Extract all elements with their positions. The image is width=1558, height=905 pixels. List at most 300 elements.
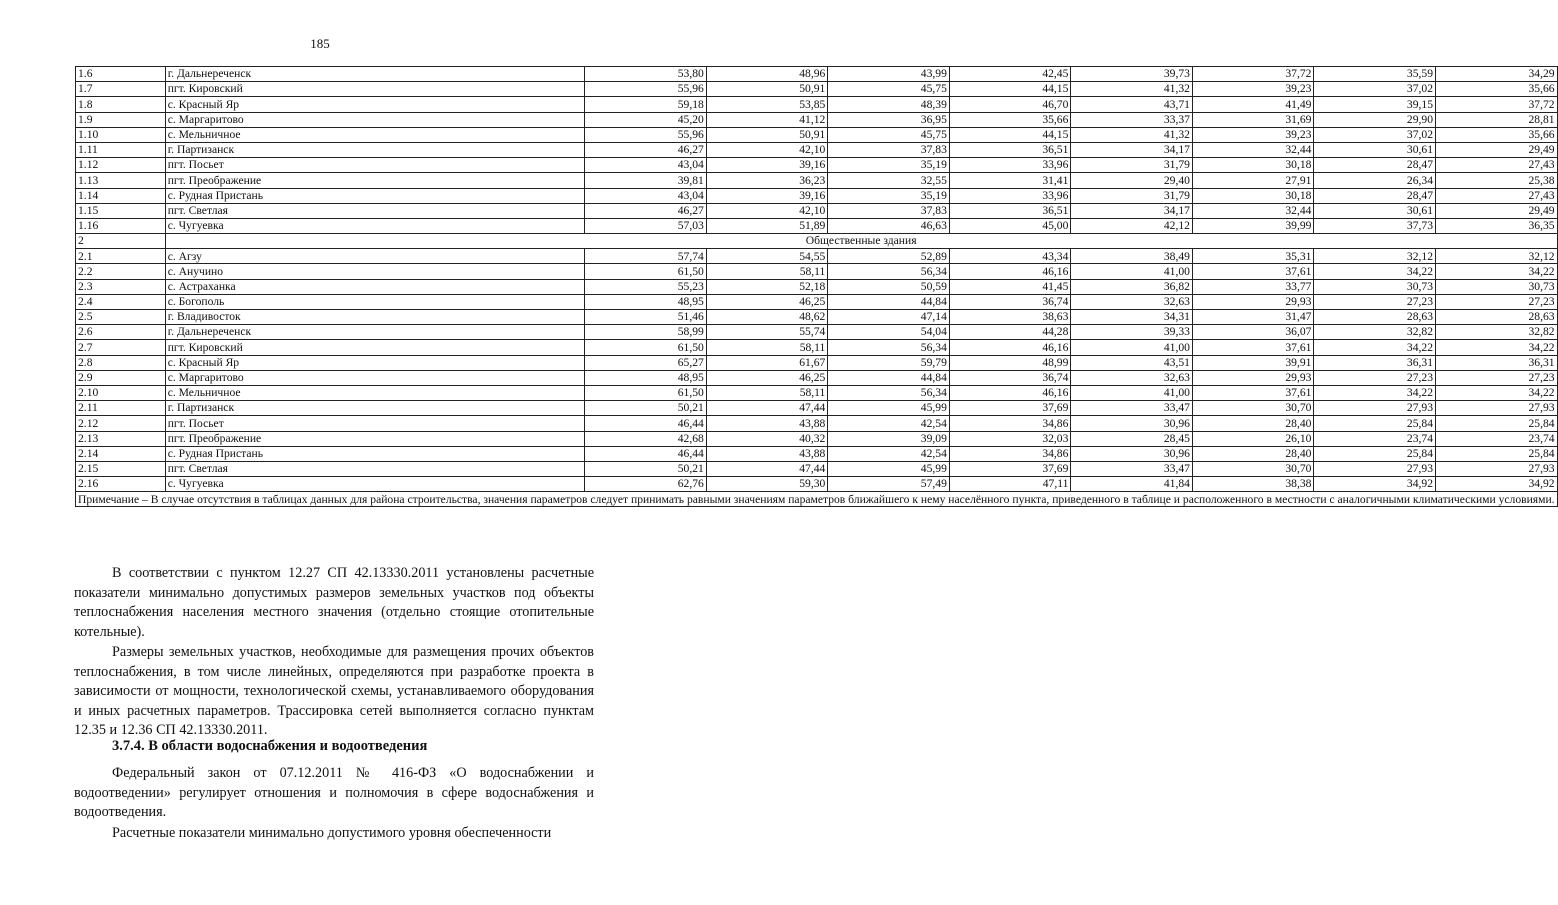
value-cell: 25,84 (1436, 416, 1558, 431)
value-cell: 32,44 (1192, 203, 1314, 218)
row-number: 1.9 (76, 112, 166, 127)
table-row (76, 355, 1558, 370)
settlement-name: пгт. Преображение (165, 431, 585, 446)
value-cell: 33,47 (1071, 401, 1193, 416)
value-cell: 50,91 (706, 82, 828, 97)
settlement-name: с. Мельничное (165, 385, 585, 400)
value-cell: 27,23 (1436, 370, 1558, 385)
value-cell: 31,79 (1071, 158, 1193, 173)
value-cell: 39,73 (1071, 67, 1193, 82)
value-cell: 55,96 (585, 82, 707, 97)
value-cell: 36,31 (1314, 355, 1436, 370)
value-cell: 34,86 (949, 416, 1071, 431)
value-cell: 42,68 (585, 431, 707, 446)
value-cell: 65,27 (585, 355, 707, 370)
row-number: 2.7 (76, 340, 166, 355)
value-cell: 33,47 (1071, 461, 1193, 476)
value-cell: 46,70 (949, 97, 1071, 112)
table-row (76, 264, 1558, 279)
value-cell: 32,63 (1071, 370, 1193, 385)
value-cell: 62,76 (585, 477, 707, 492)
value-cell: 38,49 (1071, 249, 1193, 264)
value-cell: 30,73 (1436, 279, 1558, 294)
table-row (76, 249, 1558, 264)
row-number: 1.14 (76, 188, 166, 203)
value-cell: 28,47 (1314, 188, 1436, 203)
value-cell: 48,95 (585, 294, 707, 309)
value-cell: 30,70 (1192, 401, 1314, 416)
settlement-name: с. Рудная Пристань (165, 446, 585, 461)
value-cell: 35,19 (828, 188, 950, 203)
row-number: 2.14 (76, 446, 166, 461)
settlement-name: с. Анучино (165, 264, 585, 279)
value-cell: 34,22 (1314, 385, 1436, 400)
value-cell: 44,15 (949, 82, 1071, 97)
table-row (76, 188, 1558, 203)
value-cell: 32,12 (1314, 249, 1436, 264)
value-cell: 32,44 (1192, 142, 1314, 157)
value-cell: 31,47 (1192, 310, 1314, 325)
value-cell: 39,09 (828, 431, 950, 446)
table-row (76, 446, 1558, 461)
value-cell: 32,82 (1314, 325, 1436, 340)
section-title: Общественные здания (165, 234, 1557, 249)
table-row (76, 461, 1558, 476)
settlement-name: пгт. Светлая (165, 203, 585, 218)
value-cell: 27,93 (1436, 401, 1558, 416)
value-cell: 37,73 (1314, 218, 1436, 233)
settlement-name: пгт. Кировский (165, 340, 585, 355)
value-cell: 46,44 (585, 416, 707, 431)
row-number: 2.11 (76, 401, 166, 416)
table-row (76, 401, 1558, 416)
row-number: 2.9 (76, 370, 166, 385)
value-cell: 32,03 (949, 431, 1071, 446)
value-cell: 34,22 (1436, 385, 1558, 400)
value-cell: 36,74 (949, 294, 1071, 309)
value-cell: 36,07 (1192, 325, 1314, 340)
table-row (76, 325, 1558, 340)
value-cell: 27,23 (1314, 370, 1436, 385)
value-cell: 41,00 (1071, 264, 1193, 279)
settlement-name: с. Маргаритово (165, 112, 585, 127)
settlement-name: пгт. Посьет (165, 158, 585, 173)
value-cell: 29,49 (1436, 203, 1558, 218)
table-row (76, 294, 1558, 309)
value-cell: 46,27 (585, 142, 707, 157)
value-cell: 34,86 (949, 446, 1071, 461)
settlement-name: с. Чугуевка (165, 218, 585, 233)
value-cell: 41,12 (706, 112, 828, 127)
value-cell: 29,90 (1314, 112, 1436, 127)
value-cell: 37,83 (828, 142, 950, 157)
table-row (76, 370, 1558, 385)
value-cell: 47,44 (706, 461, 828, 476)
table-row (76, 173, 1558, 188)
value-cell: 55,96 (585, 127, 707, 142)
value-cell: 48,99 (949, 355, 1071, 370)
table-row (76, 416, 1558, 431)
value-cell: 58,11 (706, 264, 828, 279)
value-cell: 33,96 (949, 158, 1071, 173)
value-cell: 42,10 (706, 142, 828, 157)
settlement-name: пгт. Преображение (165, 173, 585, 188)
value-cell: 36,35 (1436, 218, 1558, 233)
value-cell: 36,95 (828, 112, 950, 127)
value-cell: 50,91 (706, 127, 828, 142)
value-cell: 57,03 (585, 218, 707, 233)
row-number: 1.6 (76, 67, 166, 82)
value-cell: 39,16 (706, 158, 828, 173)
value-cell: 27,23 (1314, 294, 1436, 309)
table-row (76, 97, 1558, 112)
value-cell: 44,28 (949, 325, 1071, 340)
value-cell: 39,33 (1071, 325, 1193, 340)
paragraph-land-plots: В соответствии с пунктом 12.27 СП 42.13330.2011 установлены расчетные показатели минимально допустимых размеров земельных участков под объекты теплоснабжения населения местного значения (отдельно стоящие отопительные котельные). (74, 565, 594, 640)
value-cell: 41,84 (1071, 477, 1193, 492)
value-cell: 39,15 (1314, 97, 1436, 112)
value-cell: 25,38 (1436, 173, 1558, 188)
value-cell: 29,93 (1192, 294, 1314, 309)
value-cell: 28,81 (1436, 112, 1558, 127)
settlement-name: г. Дальнереченск (165, 67, 585, 82)
value-cell: 43,04 (585, 188, 707, 203)
note-row (76, 492, 1558, 507)
value-cell: 35,66 (1436, 127, 1558, 142)
table-row (76, 127, 1558, 142)
row-number: 2.8 (76, 355, 166, 370)
settlement-name: с. Мельничное (165, 127, 585, 142)
value-cell: 46,63 (828, 218, 950, 233)
value-cell: 34,22 (1436, 264, 1558, 279)
value-cell: 27,43 (1436, 188, 1558, 203)
value-cell: 58,11 (706, 340, 828, 355)
value-cell: 54,55 (706, 249, 828, 264)
value-cell: 46,25 (706, 370, 828, 385)
value-cell: 36,51 (949, 142, 1071, 157)
value-cell: 43,71 (1071, 97, 1193, 112)
value-cell: 37,69 (949, 401, 1071, 416)
settlement-name: с. Богополь (165, 294, 585, 309)
settlement-name: с. Рудная Пристань (165, 188, 585, 203)
value-cell: 46,44 (585, 446, 707, 461)
value-cell: 48,95 (585, 370, 707, 385)
settlement-name: пгт. Посьет (165, 416, 585, 431)
value-cell: 41,32 (1071, 82, 1193, 97)
value-cell: 50,21 (585, 461, 707, 476)
settlement-name: г. Дальнереченск (165, 325, 585, 340)
settlement-name: пгт. Светлая (165, 461, 585, 476)
value-cell: 28,40 (1192, 416, 1314, 431)
value-cell: 32,55 (828, 173, 950, 188)
value-cell: 32,82 (1436, 325, 1558, 340)
table-row (76, 385, 1558, 400)
value-cell: 59,18 (585, 97, 707, 112)
value-cell: 59,79 (828, 355, 950, 370)
value-cell: 45,75 (828, 82, 950, 97)
data-table (75, 66, 1558, 507)
value-cell: 37,02 (1314, 127, 1436, 142)
value-cell: 30,96 (1071, 446, 1193, 461)
value-cell: 42,54 (828, 416, 950, 431)
settlement-name: с. Астраханка (165, 279, 585, 294)
value-cell: 47,14 (828, 310, 950, 325)
value-cell: 36,51 (949, 203, 1071, 218)
value-cell: 36,23 (706, 173, 828, 188)
table-row (76, 82, 1558, 97)
value-cell: 33,77 (1192, 279, 1314, 294)
row-number: 2.2 (76, 264, 166, 279)
row-number: 2.3 (76, 279, 166, 294)
value-cell: 46,16 (949, 264, 1071, 279)
table-row (76, 477, 1558, 492)
value-cell: 31,69 (1192, 112, 1314, 127)
value-cell: 27,93 (1314, 461, 1436, 476)
value-cell: 46,27 (585, 203, 707, 218)
value-cell: 29,93 (1192, 370, 1314, 385)
value-cell: 42,10 (706, 203, 828, 218)
value-cell: 51,46 (585, 310, 707, 325)
settlement-name: с. Агзу (165, 249, 585, 264)
value-cell: 55,74 (706, 325, 828, 340)
value-cell: 45,99 (828, 401, 950, 416)
value-cell: 52,89 (828, 249, 950, 264)
value-cell: 53,80 (585, 67, 707, 82)
value-cell: 37,72 (1436, 97, 1558, 112)
value-cell: 57,74 (585, 249, 707, 264)
value-cell: 37,61 (1192, 385, 1314, 400)
row-number: 2.15 (76, 461, 166, 476)
value-cell: 38,63 (949, 310, 1071, 325)
value-cell: 37,72 (1192, 67, 1314, 82)
value-cell: 30,96 (1071, 416, 1193, 431)
table-row (76, 340, 1558, 355)
section-heading: 3.7.4. В области водоснабжения и водоотведения (112, 738, 428, 754)
value-cell: 29,40 (1071, 173, 1193, 188)
value-cell: 45,75 (828, 127, 950, 142)
value-cell: 27,93 (1436, 461, 1558, 476)
row-number: 1.15 (76, 203, 166, 218)
settlement-name: с. Красный Яр (165, 97, 585, 112)
settlement-name: г. Партизанск (165, 401, 585, 416)
value-cell: 46,25 (706, 294, 828, 309)
value-cell: 51,89 (706, 218, 828, 233)
value-cell: 23,74 (1314, 431, 1436, 446)
value-cell: 36,82 (1071, 279, 1193, 294)
value-cell: 41,45 (949, 279, 1071, 294)
row-number: 2.5 (76, 310, 166, 325)
value-cell: 42,12 (1071, 218, 1193, 233)
value-cell: 40,32 (706, 431, 828, 446)
paragraph-other-objects: Размеры земельных участков, необходимые для размещения прочих объектов теплоснабжения, в том числе линейных, определяются при разработке проекта в зависимости от мощности, технологической схемы, устанавливаемого оборудования и иных расчетных параметров. Трассировка сетей выполняется согласно пунктам 12.35 и 12.36 СП 42.13330.2011. (74, 644, 594, 739)
value-cell: 28,63 (1436, 310, 1558, 325)
value-cell: 61,50 (585, 264, 707, 279)
settlement-name: с. Маргаритово (165, 370, 585, 385)
value-cell: 37,02 (1314, 82, 1436, 97)
value-cell: 45,00 (949, 218, 1071, 233)
value-cell: 28,63 (1314, 310, 1436, 325)
value-cell: 34,22 (1436, 340, 1558, 355)
value-cell: 39,91 (1192, 355, 1314, 370)
table-row (76, 310, 1558, 325)
value-cell: 26,10 (1192, 431, 1314, 446)
table-row (76, 112, 1558, 127)
settlement-name: г. Владивосток (165, 310, 585, 325)
row-number: 2.1 (76, 249, 166, 264)
value-cell: 30,70 (1192, 461, 1314, 476)
value-cell: 46,16 (949, 385, 1071, 400)
table-row (76, 203, 1558, 218)
row-number: 1.10 (76, 127, 166, 142)
value-cell: 45,99 (828, 461, 950, 476)
value-cell: 35,19 (828, 158, 950, 173)
value-cell: 46,16 (949, 340, 1071, 355)
table-row (76, 218, 1558, 233)
value-cell: 44,84 (828, 294, 950, 309)
value-cell: 43,88 (706, 416, 828, 431)
value-cell: 50,21 (585, 401, 707, 416)
value-cell: 50,59 (828, 279, 950, 294)
settlement-name: с. Красный Яр (165, 355, 585, 370)
value-cell: 35,31 (1192, 249, 1314, 264)
value-cell: 32,12 (1436, 249, 1558, 264)
value-cell: 23,74 (1436, 431, 1558, 446)
table-note: Примечание – В случае отсутствия в таблицах данных для района строительства, значения параметров следует принимать равными значениям параметров ближайшего к нему населённого пункта, приведенного в таблице и расположенного в местности с аналогичными климатическими условиями. (76, 492, 1558, 507)
value-cell: 34,92 (1436, 477, 1558, 492)
value-cell: 37,61 (1192, 340, 1314, 355)
row-number: 2.4 (76, 294, 166, 309)
value-cell: 35,59 (1314, 67, 1436, 82)
value-cell: 30,61 (1314, 142, 1436, 157)
value-cell: 25,84 (1314, 446, 1436, 461)
paragraph-indicators: Расчетные показатели минимально допустимого уровня обеспеченности (112, 825, 552, 841)
value-cell: 57,49 (828, 477, 950, 492)
section-row (76, 234, 1558, 249)
row-number: 2.16 (76, 477, 166, 492)
value-cell: 28,40 (1192, 446, 1314, 461)
value-cell: 47,44 (706, 401, 828, 416)
value-cell: 52,18 (706, 279, 828, 294)
value-cell: 25,84 (1436, 446, 1558, 461)
value-cell: 30,18 (1192, 188, 1314, 203)
table-row (76, 142, 1558, 157)
value-cell: 39,16 (706, 188, 828, 203)
table-row (76, 67, 1558, 82)
value-cell: 48,62 (706, 310, 828, 325)
row-number: 1.7 (76, 82, 166, 97)
settlement-name: пгт. Кировский (165, 82, 585, 97)
page-number: 185 (310, 36, 330, 51)
value-cell: 41,49 (1192, 97, 1314, 112)
value-cell: 35,66 (1436, 82, 1558, 97)
value-cell: 37,69 (949, 461, 1071, 476)
table-row (76, 279, 1558, 294)
settlement-name: с. Чугуевка (165, 477, 585, 492)
value-cell: 30,73 (1314, 279, 1436, 294)
value-cell: 34,17 (1071, 142, 1193, 157)
value-cell: 44,84 (828, 370, 950, 385)
value-cell: 34,31 (1071, 310, 1193, 325)
value-cell: 34,29 (1436, 67, 1558, 82)
value-cell: 27,93 (1314, 401, 1436, 416)
value-cell: 48,96 (706, 67, 828, 82)
value-cell: 27,91 (1192, 173, 1314, 188)
value-cell: 27,43 (1436, 158, 1558, 173)
value-cell: 43,88 (706, 446, 828, 461)
value-cell: 36,31 (1436, 355, 1558, 370)
value-cell: 25,84 (1314, 416, 1436, 431)
value-cell: 30,18 (1192, 158, 1314, 173)
value-cell: 30,61 (1314, 203, 1436, 218)
value-cell: 59,30 (706, 477, 828, 492)
section-number: 2 (76, 234, 166, 249)
row-number: 2.13 (76, 431, 166, 446)
value-cell: 58,99 (585, 325, 707, 340)
value-cell: 48,39 (828, 97, 950, 112)
value-cell: 41,00 (1071, 385, 1193, 400)
value-cell: 42,45 (949, 67, 1071, 82)
table-row (76, 158, 1558, 173)
value-cell: 39,23 (1192, 82, 1314, 97)
value-cell: 39,81 (585, 173, 707, 188)
value-cell: 43,04 (585, 158, 707, 173)
value-cell: 29,49 (1436, 142, 1558, 157)
value-cell: 47,11 (949, 477, 1071, 492)
value-cell: 61,67 (706, 355, 828, 370)
value-cell: 43,99 (828, 67, 950, 82)
value-cell: 39,99 (1192, 218, 1314, 233)
value-cell: 35,66 (949, 112, 1071, 127)
value-cell: 55,23 (585, 279, 707, 294)
row-number: 1.11 (76, 142, 166, 157)
paragraph-federal-law: Федеральный закон от 07.12.2011 № 416-ФЗ «О водоснабжении и водоотведении» регулирует отношения и полномочия в сфере водоснабжения и водоотведения. (74, 765, 594, 821)
value-cell: 33,37 (1071, 112, 1193, 127)
value-cell: 61,50 (585, 385, 707, 400)
row-number: 2.12 (76, 416, 166, 431)
value-cell: 43,34 (949, 249, 1071, 264)
settlement-name: г. Партизанск (165, 142, 585, 157)
row-number: 1.16 (76, 218, 166, 233)
value-cell: 37,83 (828, 203, 950, 218)
value-cell: 39,23 (1192, 127, 1314, 142)
value-cell: 26,34 (1314, 173, 1436, 188)
value-cell: 41,32 (1071, 127, 1193, 142)
value-cell: 38,38 (1192, 477, 1314, 492)
value-cell: 54,04 (828, 325, 950, 340)
value-cell: 28,47 (1314, 158, 1436, 173)
value-cell: 41,00 (1071, 340, 1193, 355)
value-cell: 31,79 (1071, 188, 1193, 203)
value-cell: 44,15 (949, 127, 1071, 142)
value-cell: 56,34 (828, 340, 950, 355)
value-cell: 31,41 (949, 173, 1071, 188)
value-cell: 43,51 (1071, 355, 1193, 370)
row-number: 2.10 (76, 385, 166, 400)
value-cell: 34,22 (1314, 264, 1436, 279)
value-cell: 27,23 (1436, 294, 1558, 309)
value-cell: 58,11 (706, 385, 828, 400)
value-cell: 36,74 (949, 370, 1071, 385)
row-number: 2.6 (76, 325, 166, 340)
row-number: 1.13 (76, 173, 166, 188)
table-row (76, 431, 1558, 446)
row-number: 1.12 (76, 158, 166, 173)
value-cell: 34,92 (1314, 477, 1436, 492)
value-cell: 56,34 (828, 385, 950, 400)
value-cell: 45,20 (585, 112, 707, 127)
value-cell: 37,61 (1192, 264, 1314, 279)
value-cell: 28,45 (1071, 431, 1193, 446)
